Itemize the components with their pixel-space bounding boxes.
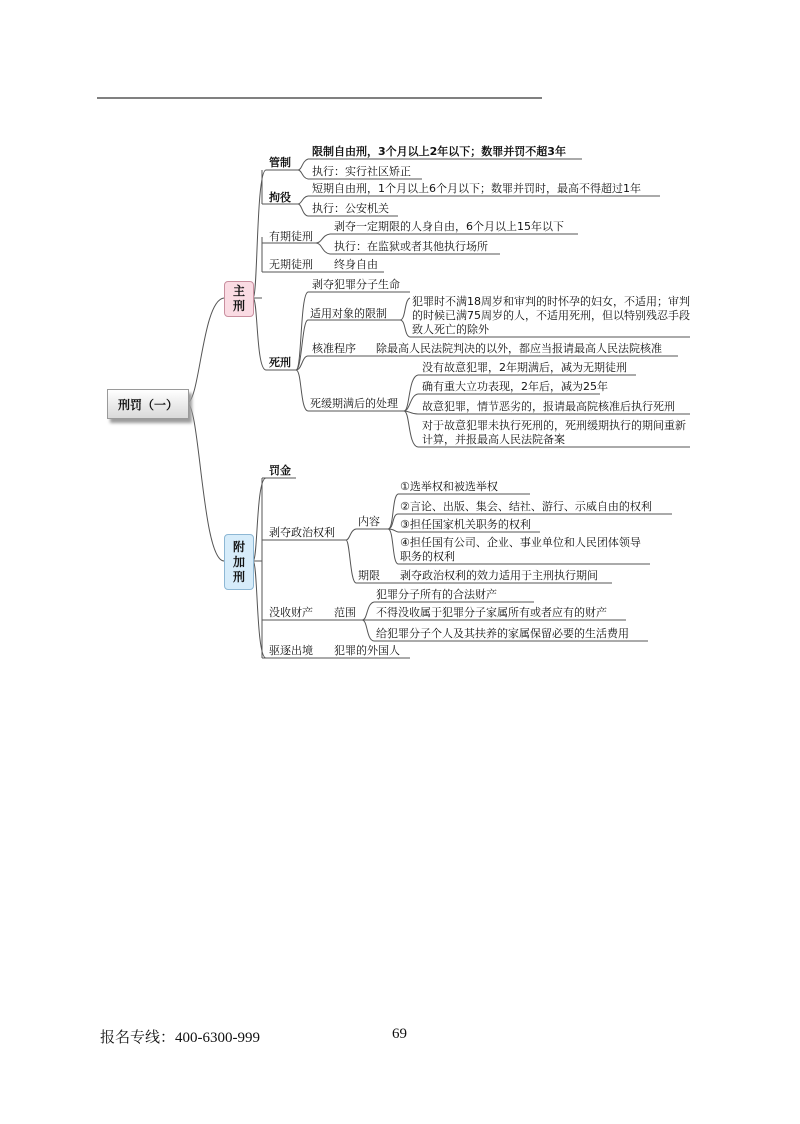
additional-penalty-label: 附 加 刑 bbox=[232, 539, 245, 584]
deportation-text: 犯罪的外国人 bbox=[334, 644, 400, 657]
sixing-deprive: 剥夺犯罪分子生命 bbox=[312, 278, 400, 291]
guanzhi-node: 管制 bbox=[269, 156, 291, 169]
juyi-executor: 执行：公安机关 bbox=[312, 202, 389, 215]
right-item: ③担任国家机关职务的权利 bbox=[400, 518, 531, 531]
sixing-restriction-label: 适用对象的限制 bbox=[310, 307, 387, 320]
sixing-restriction-text: 犯罪时不满18周岁和审判的时怀孕的妇女，不适用；审判的时候已满75周岁的人，不适用死刑，但以特别残忍手段致人死亡的除外 bbox=[412, 295, 690, 336]
wuqi-nature: 终身自由 bbox=[334, 258, 378, 271]
youqi-executor: 执行：在监狱或者其他执行场所 bbox=[334, 240, 488, 253]
scope-item: 不得没收属于犯罪分子家属所有或者应有的财产 bbox=[376, 606, 607, 619]
deprivation-node: 剥夺政治权利 bbox=[269, 526, 335, 539]
main-penalty-label: 主 刑 bbox=[232, 284, 245, 313]
main-penalty-node bbox=[224, 281, 254, 317]
scope-item: 犯罪分子所有的合法财产 bbox=[376, 588, 497, 601]
reprieve-item: 确有重大立功表现，2年后，减为25年 bbox=[422, 380, 608, 393]
wuqi-node: 无期徒刑 bbox=[269, 258, 313, 271]
page-number: 69 bbox=[392, 1026, 407, 1042]
guanzhi-nature: 限制自由刑，3个月以上2年以下；数罪并罚不超3年 bbox=[312, 145, 566, 158]
sixing-approval-text: 除最高人民法院判决的以外，都应当报请最高人民法院核准 bbox=[376, 342, 662, 355]
juyi-node: 拘役 bbox=[269, 191, 291, 204]
root-node: 刑罚（一） bbox=[107, 389, 189, 419]
scope-item: 给犯罪分子个人及其扶养的家属保留必要的生活费用 bbox=[376, 627, 629, 640]
additional-penalty-node bbox=[224, 534, 254, 590]
deportation-node: 驱逐出境 bbox=[269, 644, 313, 657]
right-item: ④担任国有公司、企业、事业单位和人民团体领导职务的权利 bbox=[400, 536, 641, 563]
right-item: ②言论、出版、集会、结社、游行、示威自由的权利 bbox=[400, 500, 652, 513]
guanzhi-executor: 执行：实行社区矫正 bbox=[312, 165, 411, 178]
deprivation-term-label: 期限 bbox=[358, 569, 380, 582]
confiscation-node: 没收财产 bbox=[269, 606, 313, 619]
youqi-nature: 剥夺一定期限的人身自由，6个月以上15年以下 bbox=[334, 220, 564, 233]
right-item: ①选举权和被选举权 bbox=[400, 480, 498, 493]
sixing-reprieve-label: 死缓期满后的处理 bbox=[310, 397, 398, 410]
youqi-node: 有期徒刑 bbox=[269, 230, 313, 243]
fine-node: 罚金 bbox=[269, 464, 291, 477]
deprivation-content-label: 内容 bbox=[358, 515, 380, 528]
confiscation-scope-label: 范围 bbox=[334, 606, 356, 619]
reprieve-item: 对于故意犯罪未执行死刑的，死刑缓期执行的期间重新计算，并报最高人民法院备案 bbox=[422, 419, 686, 446]
sixing-approval-label: 核准程序 bbox=[312, 342, 356, 355]
sixing-node: 死刑 bbox=[269, 356, 291, 369]
reprieve-item: 故意犯罪，情节恶劣的，报请最高院核准后执行死刑 bbox=[422, 400, 675, 413]
deprivation-term-text: 剥夺政治权利的效力适用于主刑执行期间 bbox=[400, 569, 598, 582]
hotline-footer: 报名专线：400-6300-999 bbox=[100, 1030, 260, 1046]
juyi-nature: 短期自由刑，1个月以上6个月以下；数罪并罚时，最高不得超过1年 bbox=[312, 182, 641, 195]
reprieve-item: 没有故意犯罪，2年期满后，减为无期徒刑 bbox=[422, 361, 627, 374]
